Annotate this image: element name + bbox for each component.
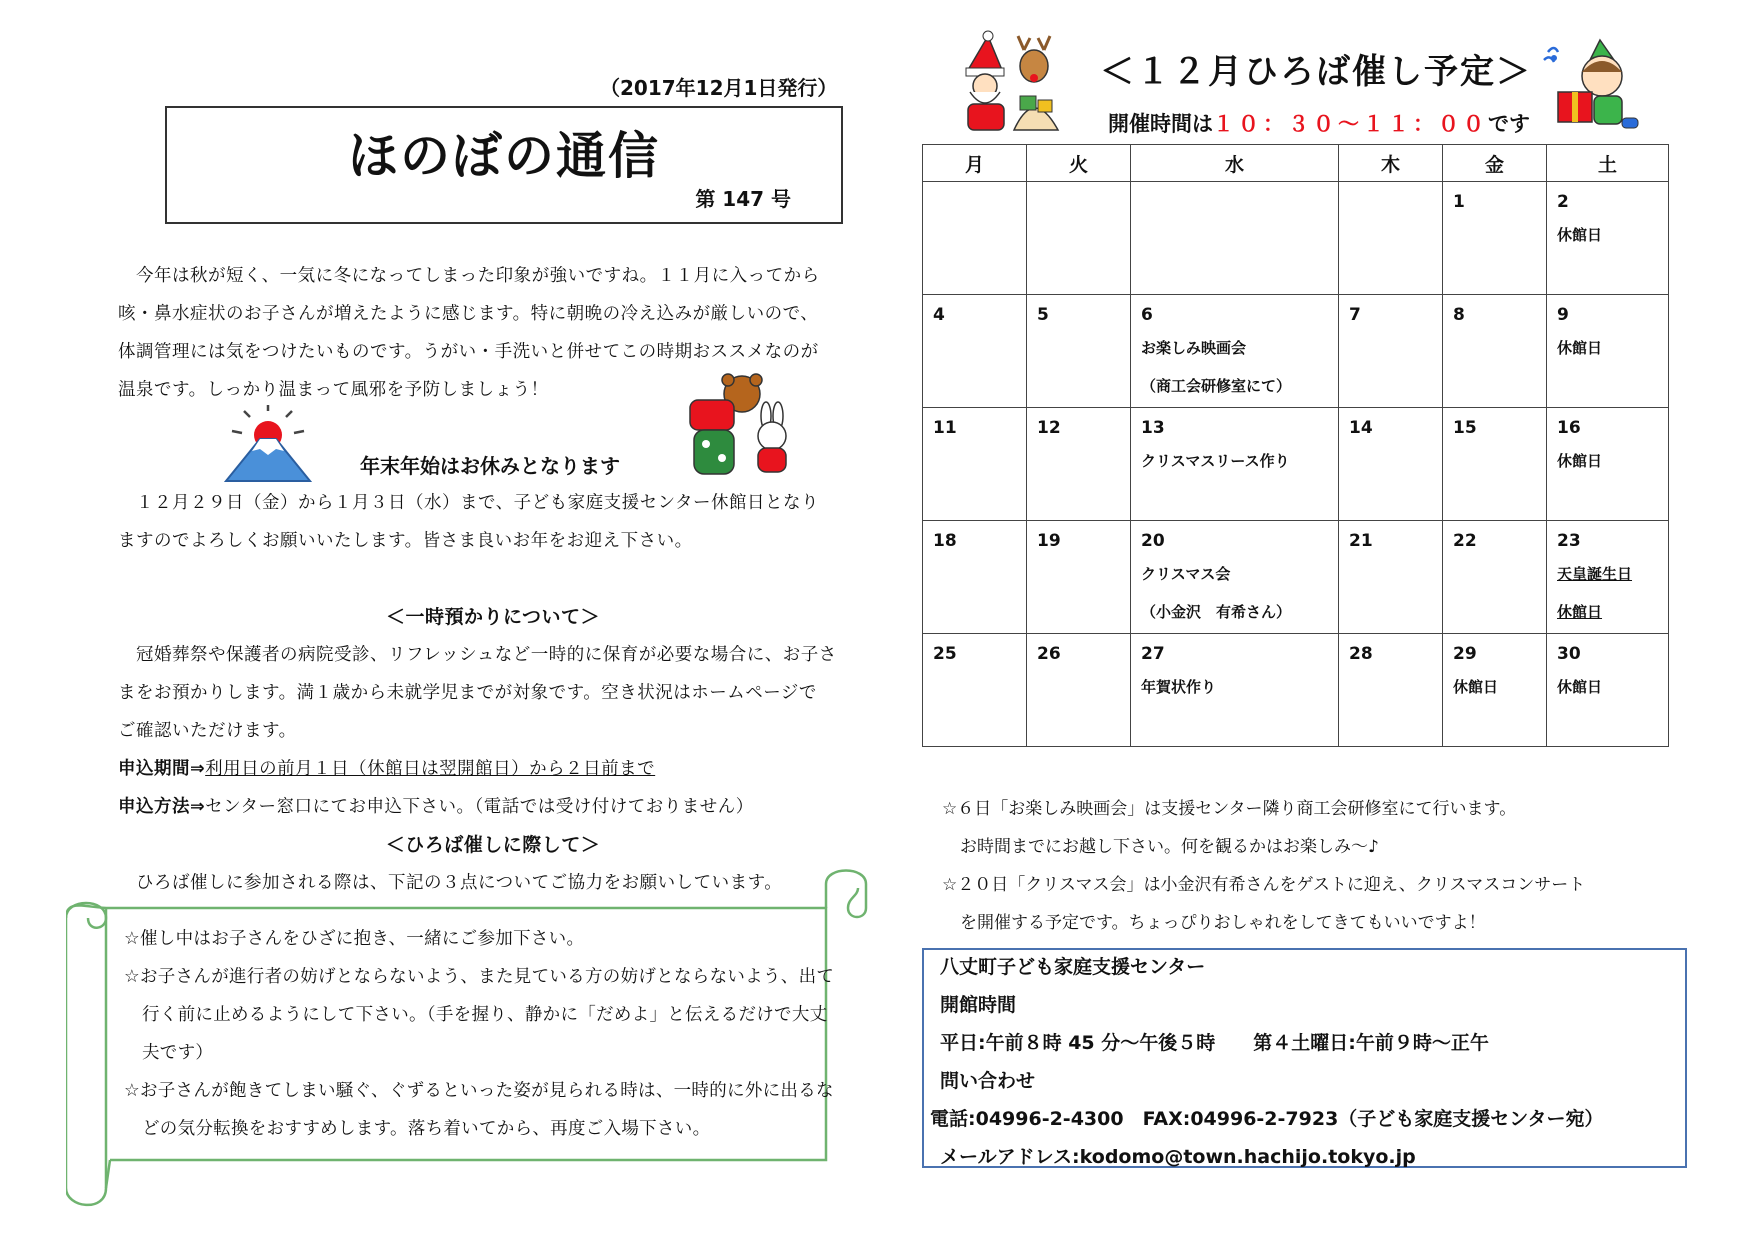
calendar-day-cell: [1339, 634, 1443, 747]
weekday-header: 土: [1547, 145, 1669, 182]
period-value: 利用日の前月１日（休館日は翌開館日）から２日前まで: [205, 759, 656, 779]
day-number: 13: [1141, 418, 1165, 438]
calendar-day-cell: [1027, 182, 1131, 295]
note-line: お時間までにお越し下さい。何を観るかはお楽しみ～♪: [960, 837, 1379, 857]
masthead-box: [165, 106, 843, 224]
day-number: [1027, 182, 1130, 192]
day-number: 18: [933, 531, 957, 551]
day-number: [1339, 182, 1442, 192]
calendar-day-cell: [1131, 408, 1339, 521]
calendar-day-cell: [1027, 634, 1131, 747]
calendar-header-row: [923, 145, 1669, 182]
calendar-day-cell: [923, 634, 1027, 747]
day-number: 16: [1557, 418, 1581, 438]
holiday-heading: 年末年始はお休みとなります: [360, 454, 620, 478]
calendar-day-cell: [923, 182, 1027, 295]
weekday-header: 水: [1131, 145, 1339, 182]
note-line: を開催する予定です。ちょっぴりおしゃれをしてきてもいいですよ！: [960, 913, 1486, 933]
calendar-day-cell: [1547, 521, 1669, 634]
day-number: 4: [933, 305, 945, 325]
day-number: 5: [1037, 305, 1049, 325]
calendar-week-row: [923, 521, 1669, 634]
day-number: 20: [1141, 531, 1165, 551]
event-label: 休館日: [1453, 678, 1499, 696]
holiday-line: ますのでよろしくお願いいたします。皆さま良いお年をお迎え下さい。: [118, 531, 693, 551]
plaza-rules-list: [124, 920, 844, 1148]
calendar-day-cell: [1027, 408, 1131, 521]
plaza-rules-intro: ひろば催しに参加される際は、下記の３点についてご協力をお願いしています。: [136, 873, 783, 893]
event-label: （商工会研修室にて）: [1141, 377, 1292, 395]
calendar-day-cell: [923, 295, 1027, 408]
calendar-day-cell: [1443, 295, 1547, 408]
event-label: 休館日: [1557, 603, 1603, 621]
event-label: クリスマスリース作り: [1141, 452, 1290, 470]
temp-care-heading: ＜一時預かりについて＞: [385, 606, 601, 628]
temp-care-line: ご確認いただけます。: [118, 721, 297, 741]
weekday-header: 月: [923, 145, 1027, 182]
calendar-day-cell: [1443, 634, 1547, 747]
calendar-day-cell: [1339, 521, 1443, 634]
intro-line: 今年は秋が短く、一気に冬になってしまった印象が強いですね。１１月に入ってから: [136, 266, 820, 286]
issue-number: 第 147 号: [695, 187, 791, 211]
calendar-day-cell: [1131, 295, 1339, 408]
temp-care-line: まをお預かりします。満１歳から未就学児までが対象です。空き状況はホームページで: [118, 683, 817, 703]
event-time-suffix: です: [1488, 112, 1530, 136]
day-number: 14: [1349, 418, 1373, 438]
calendar-day-cell: [1443, 408, 1547, 521]
event-label: （小金沢 有希さん）: [1141, 603, 1292, 621]
phone-fax: 電話:04996-2-4300 FAX:04996-2-7923（子ども家庭支援センター宛）: [930, 1108, 1604, 1130]
calendar-day-cell: [1547, 634, 1669, 747]
temp-care-line: 冠婚葬祭や保護者の病院受診、リフレッシュなど一時的に保育が必要な場合に、お子さ: [136, 645, 837, 665]
day-number: [923, 182, 1026, 192]
note-line: ☆２０日「クリスマス会」は小金沢有希さんをゲストに迎え、クリスマスコンサート: [942, 875, 1586, 895]
holiday-line: １２月２９日（金）から１月３日（水）まで、子ども家庭支援センター休館日となり: [136, 493, 819, 513]
note-line: ☆６日「お楽しみ映画会」は支援センター隣り商工会研修室にて行います。: [942, 799, 1517, 819]
calendar-title: ＜１２月ひろば催し予定＞: [1100, 52, 1532, 92]
day-number: 23: [1557, 531, 1581, 551]
calendar-day-cell: [1339, 182, 1443, 295]
weekday-header: 金: [1443, 145, 1547, 182]
event-notes: [942, 790, 1682, 942]
hours-label: 開館時間: [940, 994, 1017, 1016]
calendar-day-cell: [1547, 408, 1669, 521]
calendar-day-cell: [1027, 521, 1131, 634]
period-label: 申込期間⇒: [118, 759, 206, 779]
email-address: メールアドレス:kodomo@town.hachijo.tokyo.jp: [940, 1146, 1416, 1168]
plaza-rules-heading: ＜ひろば催しに際して＞: [385, 834, 601, 856]
day-number: 30: [1557, 644, 1581, 664]
calendar-day-cell: [1443, 182, 1547, 295]
event-label: 天皇誕生日: [1557, 565, 1633, 583]
contact-label: 問い合わせ: [940, 1070, 1036, 1092]
day-number: 29: [1453, 644, 1477, 664]
rule-item: ☆催し中はお子さんをひざに抱き、一緒にご参加下さい。: [124, 929, 585, 949]
santa-reindeer-icon: [958, 30, 1063, 138]
event-label: 休館日: [1557, 452, 1603, 470]
intro-line: 体調管理には気をつけたいものです。うがい・手洗いと併せてこの時期おススメなのが: [118, 342, 819, 362]
intro-line: 咳・鼻水症状のお子さんが増えたように感じます。特に朝晩の冷え込みが厳しいので、: [118, 304, 819, 324]
calendar-day-cell: [1027, 295, 1131, 408]
calendar-week-row: [923, 182, 1669, 295]
event-label: 休館日: [1557, 339, 1603, 357]
event-label: お楽しみ映画会: [1141, 339, 1247, 357]
calendar-day-cell: [1547, 295, 1669, 408]
day-number: 19: [1037, 531, 1061, 551]
day-number: 9: [1557, 305, 1569, 325]
center-name: 八丈町子ども家庭支援センター: [940, 956, 1206, 978]
event-label: 休館日: [1557, 678, 1603, 696]
day-number: 25: [933, 644, 957, 664]
calendar-day-cell: [1339, 295, 1443, 408]
calendar-day-cell: [1547, 182, 1669, 295]
day-number: 6: [1141, 305, 1153, 325]
rule-item: ☆お子さんが進行者の妨げとならないよう、また見ている方の妨げとならないよう、出て行く前に止めるようにして下さい。（手を握り、静かに「だめよ」と伝えるだけで大丈夫です）: [124, 967, 835, 1063]
calendar-day-cell: [923, 408, 1027, 521]
day-number: 26: [1037, 644, 1061, 664]
intro-line: 温泉です。しっかり温まって風邪を予防しましょう！: [118, 380, 549, 400]
event-label: 年賀状作り: [1141, 678, 1217, 696]
day-number: 7: [1349, 305, 1361, 325]
event-calendar: [922, 144, 1669, 747]
calendar-day-cell: [1131, 634, 1339, 747]
day-number: 21: [1349, 531, 1373, 551]
mt-fuji-sunrise-icon: [218, 405, 318, 485]
opening-hours: 平日:午前８時 45 分～午後５時 第４土曜日:午前９時～正午: [940, 1032, 1489, 1054]
event-label: 休館日: [1557, 226, 1603, 244]
newsletter-title: ほのぼの通信: [348, 127, 660, 185]
issue-date: （2017年12月1日発行）: [600, 76, 838, 100]
holiday-paragraph: [118, 484, 868, 560]
lion-dance-rabbit-icon: [680, 372, 800, 482]
weekday-header: 火: [1027, 145, 1131, 182]
event-time-prefix: 開催時間は: [1108, 112, 1213, 136]
calendar-day-cell: [923, 521, 1027, 634]
day-number: [1131, 182, 1338, 192]
application-method: [118, 788, 868, 826]
day-number: 22: [1453, 531, 1477, 551]
calendar-week-row: [923, 634, 1669, 747]
calendar-day-cell: [1131, 182, 1339, 295]
weekday-header: 木: [1339, 145, 1443, 182]
day-number: 11: [933, 418, 957, 438]
calendar-week-row: [923, 408, 1669, 521]
rule-item: ☆お子さんが飽きてしまい騒ぐ、ぐずるといった姿が見られる時は、一時的に外に出るなどの気分転換をおすすめします。落ち着いてから、再度ご入場下さい。: [124, 1081, 834, 1139]
temp-care-section: [118, 598, 868, 902]
method-label: 申込方法⇒: [118, 797, 206, 817]
day-number: 8: [1453, 305, 1465, 325]
calendar-day-cell: [1443, 521, 1547, 634]
event-label: クリスマス会: [1141, 565, 1231, 583]
calendar-day-cell: [1131, 521, 1339, 634]
day-number: 28: [1349, 644, 1373, 664]
application-period: [118, 750, 868, 788]
day-number: 12: [1037, 418, 1061, 438]
day-number: 1: [1453, 192, 1465, 212]
method-value: センター窓口にてお申込下さい。（電話では受け付けておりません）: [205, 797, 754, 817]
day-number: 15: [1453, 418, 1477, 438]
day-number: 2: [1557, 192, 1569, 212]
calendar-week-row: [923, 295, 1669, 408]
contact-info: [930, 948, 1680, 1176]
event-time-value: １０：３０～１１：００: [1213, 112, 1488, 136]
kid-with-present-icon: [1538, 38, 1646, 134]
day-number: 27: [1141, 644, 1165, 664]
calendar-day-cell: [1339, 408, 1443, 521]
event-time: [1108, 108, 1530, 138]
